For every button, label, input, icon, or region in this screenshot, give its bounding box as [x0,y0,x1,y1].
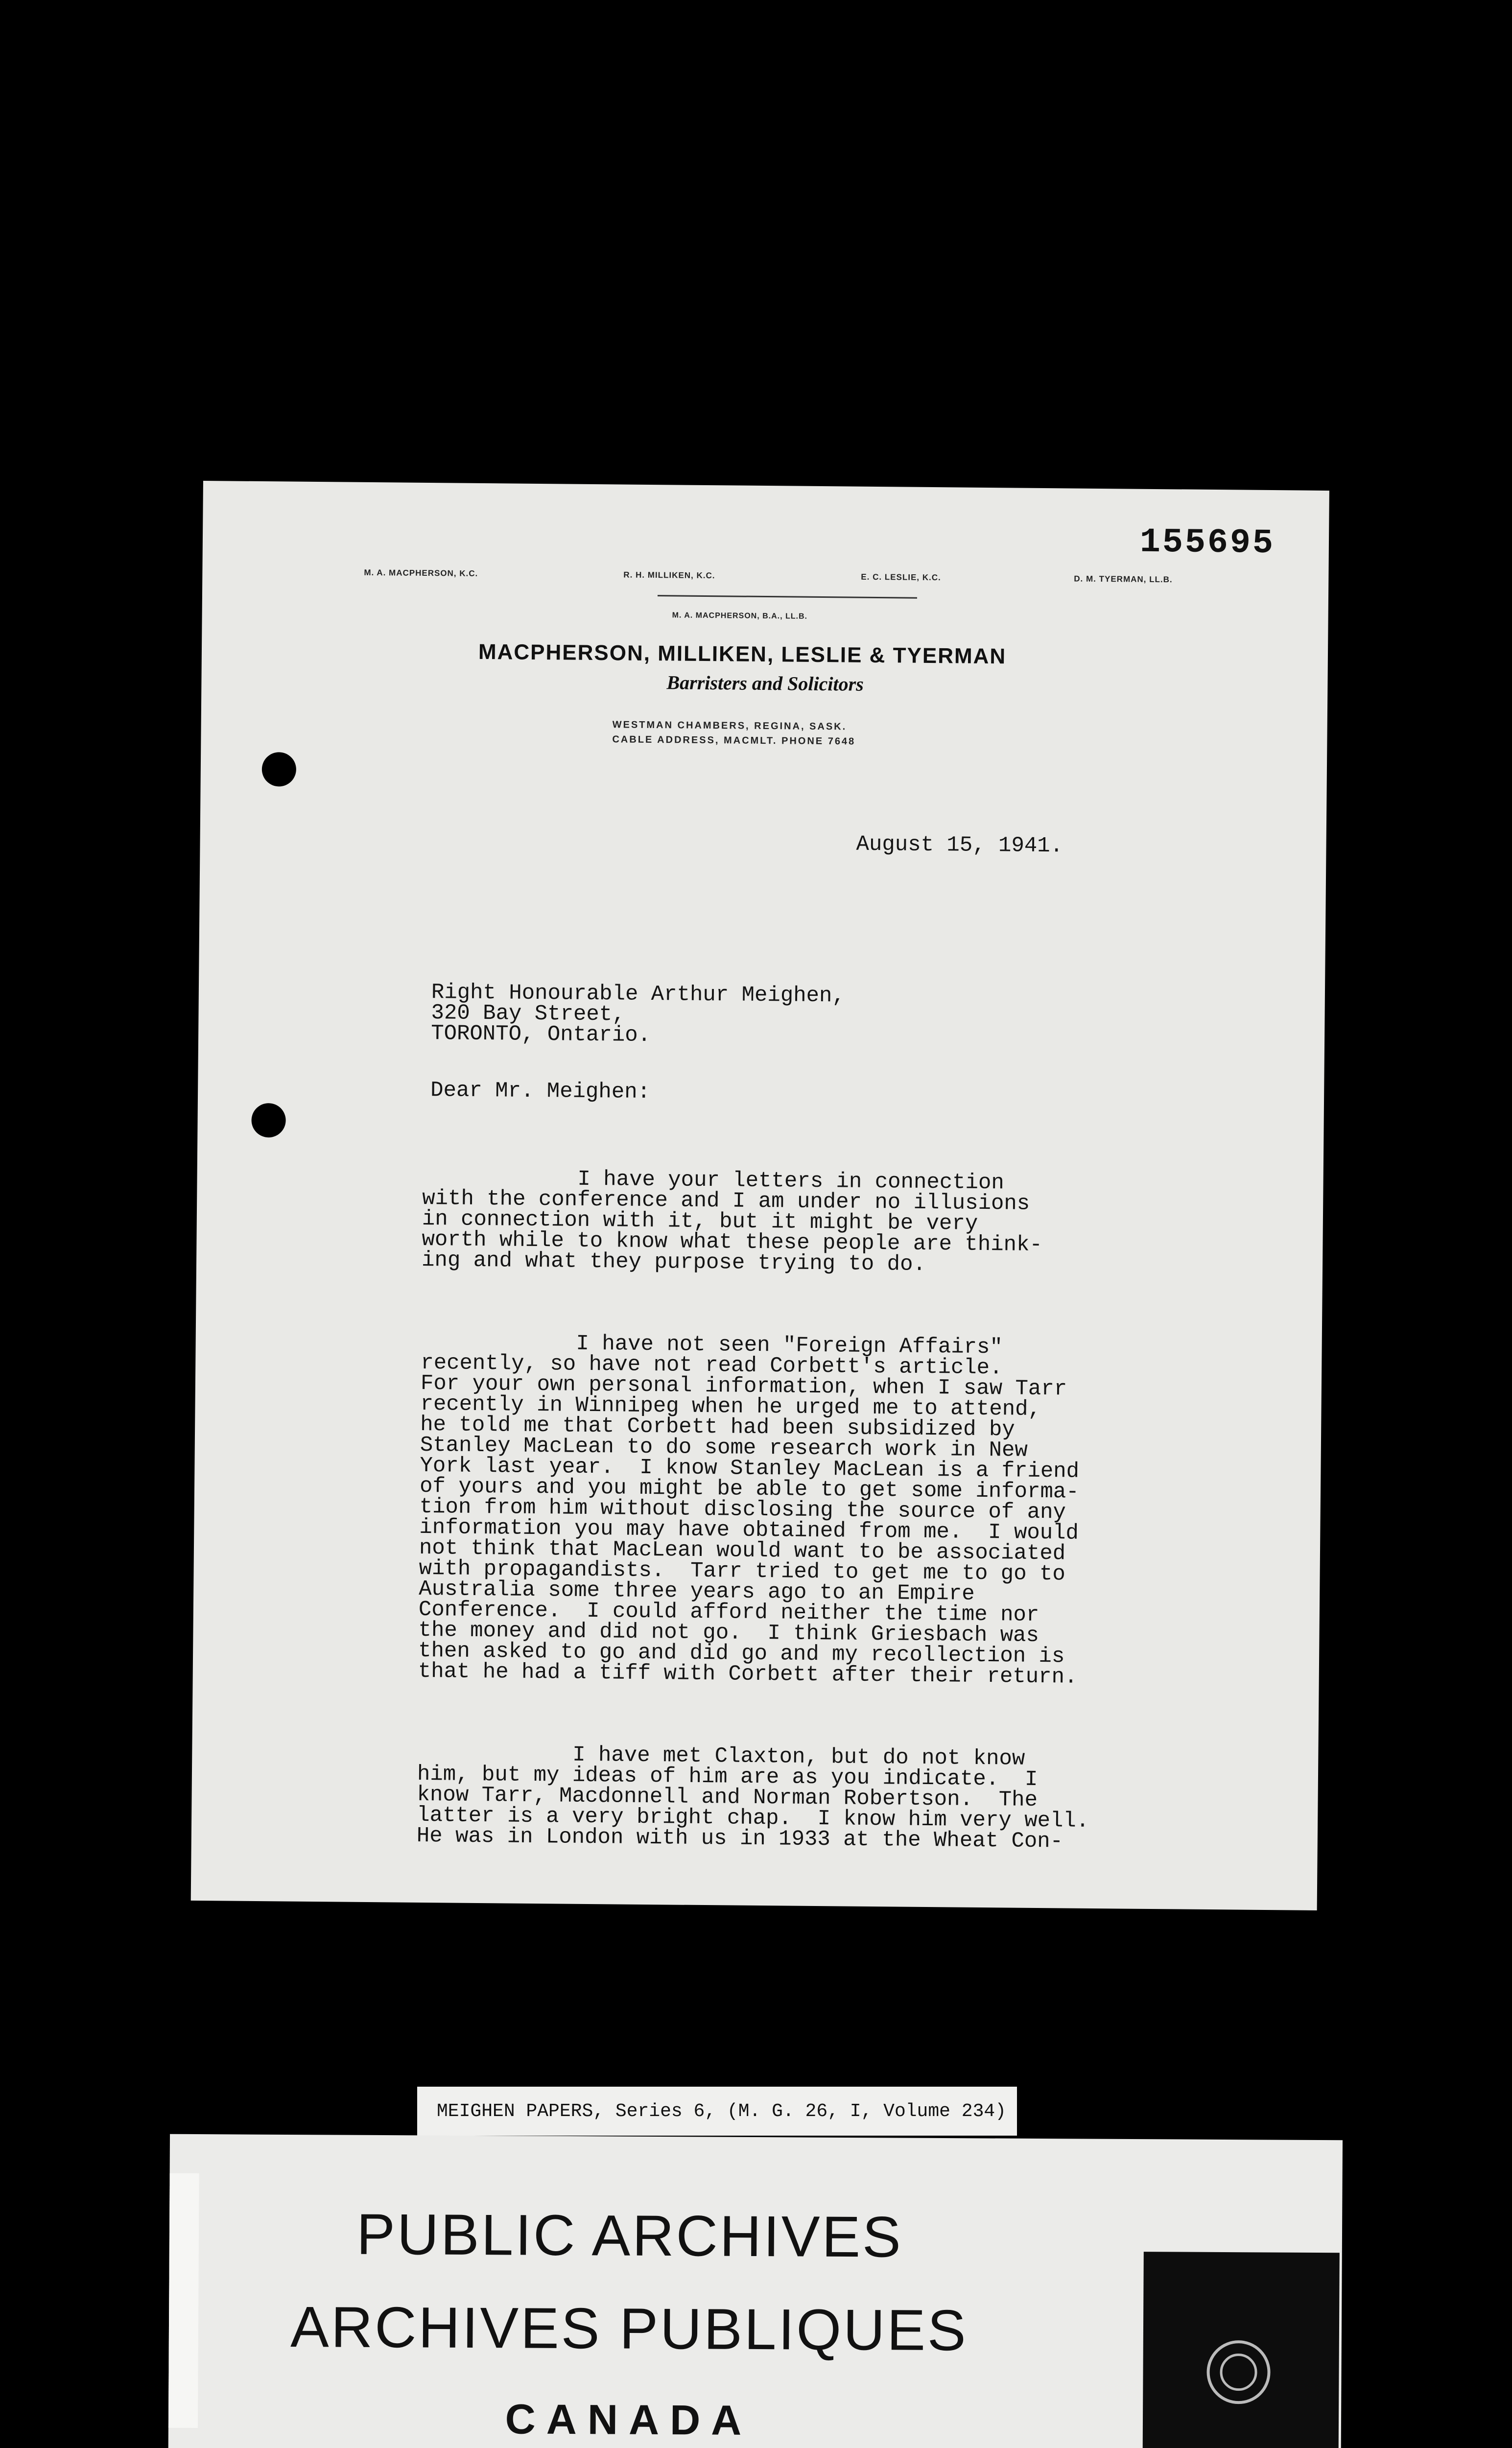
partner-name: D. M. TYERMAN, LL.B. [1074,574,1173,585]
body-paragraph: I have met Claxton, but do not know him, but my ideas of him are as you indicate. I know Tarr, Macdonnell and Norman Robertson. The latter is a very bright chap. I know him very well. He was in London with us in 1933 at the Wheat Con- [416,1741,1089,1854]
body-paragraph: I have not seen "Foreign Affairs" recently, so have not read Corbett's article. For your own personal information, when I saw Tarr recently in Winnipeg when he urged me to attend, he told me that Corbett had been subsidized by Stanley MacLean to do some research work in New York last year. I know Stanley MacLean is a friend of yours and you might be able to get some informa- tion from him without disclosing the source of any information you may have obtained from me. I would not think that MacLean would want to be associated with propagandists. Tarr tried to get me to go to Australia some three years ago to an Empire Conference. I could afford neither the time nor the money and did not go. I think Griesbach was then asked to go and did go and my recollection is that he had a tiff with Corbett after their return. [418,1330,1080,1690]
firm-subtitle: Barristers and Solicitors [666,671,864,695]
divider [658,595,917,599]
partners-line [202,566,1328,596]
partner-name: E. C. LESLIE, K.C. [861,572,941,583]
archive-tab [1142,2252,1340,2448]
letter-page [191,481,1329,1910]
archive-title-en: PUBLIC ARCHIVES [356,2202,903,2270]
letter-body [416,1127,1095,1914]
partner-name: R. H. MILLIKEN, K.C. [623,570,715,581]
salutation: Dear Mr. Meighen: [430,1078,651,1105]
punch-hole [251,1103,286,1138]
firm-name: MACPHERSON, MILLIKEN, LESLIE & TYERMAN [478,639,1007,669]
letter-date: August 15, 1941. [856,832,1063,859]
archive-country: CANADA [505,2396,753,2444]
body-paragraph: I have your letters in connection with the conference and I am under no illusions in connection with it, but it might be very worth while to know what these people are think- ing and what they purpose trying to do. [421,1165,1043,1277]
archive-title-fr: ARCHIVES PUBLIQUES [290,2295,969,2363]
inside-address: Right Honourable Arthur Meighen, 320 Bay Street, TORONTO, Ontario. [430,980,846,1048]
archives-card [168,2134,1343,2448]
partner-name: M. A. MACPHERSON, K.C. [364,567,478,578]
partner-sub: M. A. MACPHERSON, B.A., LL.B. [672,611,808,621]
cable-address: CABLE ADDRESS, MACMLT. PHONE 7648 [612,734,856,747]
document-number: 155695 [1139,523,1276,564]
firm-address: WESTMAN CHAMBERS, REGINA, SASK. [612,719,847,732]
punch-hole [262,752,297,787]
archive-reference-label: MEIGHEN PAPERS, Series 6, (M. G. 26, I, Volume 234) [417,2087,1017,2136]
archives-logo-icon [1206,2340,1271,2404]
